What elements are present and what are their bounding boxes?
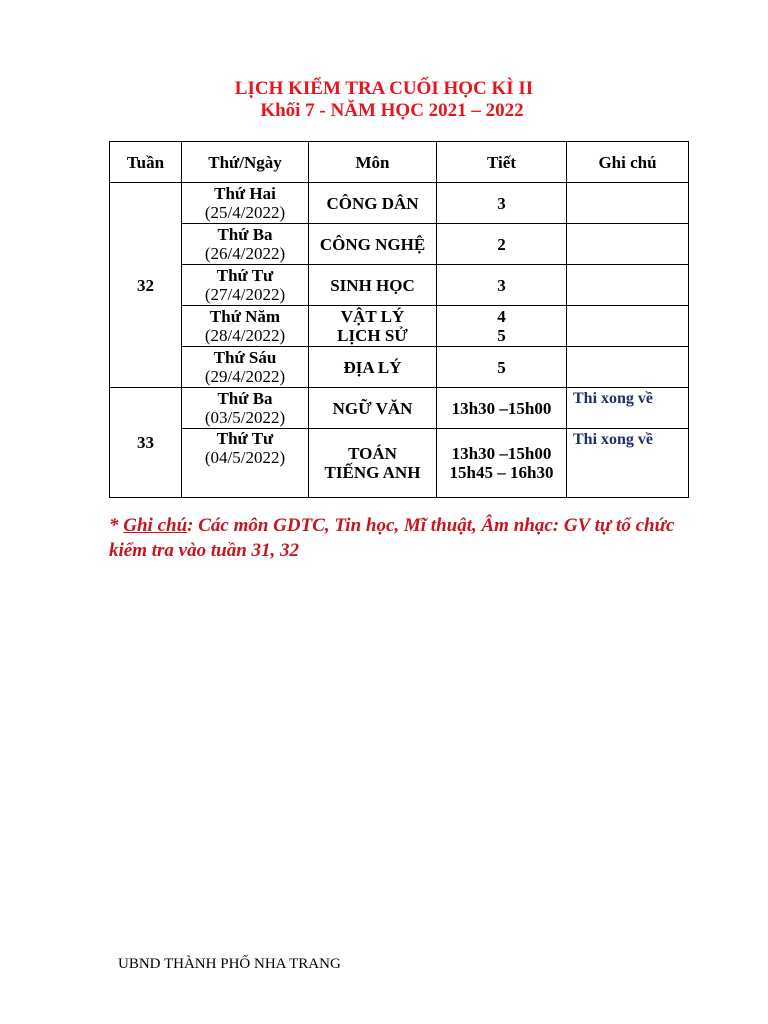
day-date-cell (182, 265, 309, 306)
date-label: (29/4/2022) (204, 367, 286, 386)
day-date-cell (182, 347, 309, 388)
period-cell (437, 265, 567, 306)
footnote-star: * (109, 515, 124, 536)
week-cell: 32 (110, 183, 182, 388)
period-label: 2 (497, 234, 506, 254)
period-label: 3 (497, 193, 506, 213)
day-label: Thứ Ba (217, 225, 273, 244)
table-row (110, 429, 689, 498)
footnote (109, 513, 709, 563)
subject-cell (309, 224, 437, 265)
note-text: Thi xong về (573, 431, 654, 448)
date-label: (27/4/2022) (204, 285, 286, 304)
subject-cell (309, 429, 437, 498)
table-row (110, 224, 689, 265)
period-cell (437, 306, 567, 347)
exam-schedule-table (109, 141, 689, 498)
subject-label: VẬT LÝ (340, 307, 405, 326)
subject-label: TIẾNG ANH (324, 463, 421, 482)
subject-label: TOÁN (348, 444, 397, 463)
date-label: (03/5/2022) (204, 408, 286, 427)
title-line-2: Khối 7 - NĂM HỌC 2021 – 2022 (260, 100, 524, 121)
note-text: Thi xong về (573, 390, 654, 407)
footnote-label: Ghi chú (123, 515, 188, 536)
table-row (110, 306, 689, 347)
date-label: (28/4/2022) (204, 326, 286, 345)
period-cell (437, 429, 567, 498)
title-line-1: LỊCH KIỂM TRA CUỐI HỌC KÌ II (234, 78, 534, 99)
period-label: 5 (497, 357, 506, 377)
subject-cell (309, 265, 437, 306)
table-row (110, 347, 689, 388)
period-cell (437, 347, 567, 388)
period-label: 4 (497, 307, 506, 326)
period-cell (437, 183, 567, 224)
period-label: 5 (497, 326, 506, 345)
subject-label: CÔNG DÂN (326, 193, 419, 213)
note-cell (567, 183, 689, 224)
period-label: 13h30 –15h00 (451, 444, 552, 463)
period-cell (437, 388, 567, 429)
date-label: (04/5/2022) (204, 448, 286, 467)
day-label: Thứ Năm (209, 307, 281, 326)
day-date-cell (182, 306, 309, 347)
header-note: Ghi chú (567, 142, 689, 183)
period-label: 15h45 – 16h30 (449, 463, 554, 482)
subject-label: CÔNG NGHỆ (319, 234, 426, 254)
day-label: Thứ Hai (214, 184, 276, 203)
header-period: Tiết (437, 142, 567, 183)
table-row (110, 265, 689, 306)
day-label: Thứ Tư (216, 266, 274, 285)
subject-label: ĐỊA LÝ (343, 357, 402, 377)
subject-cell (309, 388, 437, 429)
date-label: (26/4/2022) (204, 244, 286, 263)
day-date-cell (182, 429, 309, 498)
day-label: Thứ Ba (217, 389, 273, 408)
subject-label: LỊCH SỬ (337, 326, 408, 345)
note-cell (567, 224, 689, 265)
date-label: (25/4/2022) (204, 203, 286, 222)
period-cell (437, 224, 567, 265)
note-cell (567, 265, 689, 306)
note-cell (567, 306, 689, 347)
subject-cell (309, 183, 437, 224)
subject-cell (309, 306, 437, 347)
table-row (110, 388, 689, 429)
day-label: Thứ Sáu (213, 348, 277, 367)
period-label: 3 (497, 275, 506, 295)
note-cell (567, 388, 689, 429)
header-week: Tuần (110, 142, 182, 183)
table-row (110, 183, 689, 224)
note-cell (567, 429, 689, 498)
period-label: 13h30 –15h00 (451, 398, 552, 418)
subject-cell (309, 347, 437, 388)
table-header-row (110, 142, 689, 183)
subject-label: SINH HỌC (330, 275, 415, 295)
day-label: Thứ Tư (216, 429, 274, 448)
week-cell: 33 (110, 388, 182, 498)
footnote-text: : Các môn GDTC, Tin học, Mĩ thuật, Âm nhạc: GV tự tổ chức kiểm tra vào tuần 31, 32 (109, 515, 675, 561)
footer-text: UBND THÀNH PHỐ NHA TRANG (118, 956, 341, 972)
header-subject: Môn (309, 142, 437, 183)
subject-label: NGỮ VĂN (332, 398, 413, 418)
header-day-date: Thứ/Ngày (182, 142, 309, 183)
note-cell (567, 347, 689, 388)
day-date-cell (182, 183, 309, 224)
day-date-cell (182, 224, 309, 265)
day-date-cell (182, 388, 309, 429)
